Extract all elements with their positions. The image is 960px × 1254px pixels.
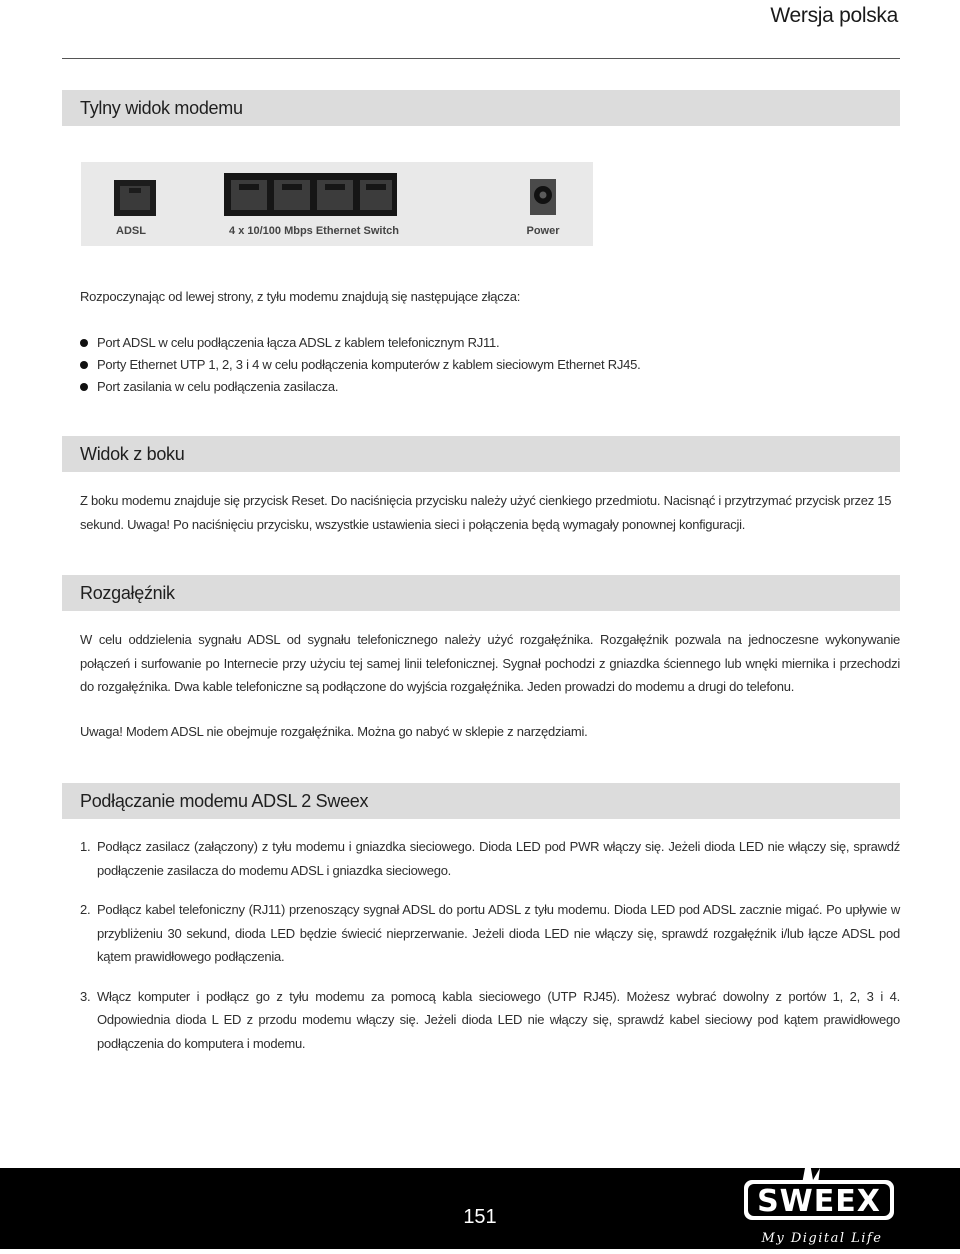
step-number: 1. xyxy=(80,839,91,854)
list-item xyxy=(80,835,900,882)
page-number: 151 xyxy=(463,1206,497,1228)
connection-steps xyxy=(80,835,900,1071)
power-port-icon xyxy=(530,179,556,215)
header-title: Wersja polska xyxy=(770,4,898,27)
splitter-text: W celu oddzielenia sygnału ADSL od sygnału telefonicznego należy użyć rozgałęźnika. Rozgałęźnik pozwala na jednoczesne wykonywanie połączeń i surfowanie po Internecie przy użyciu tej samej linii telefonicznej. Sygnał pochodzi z gniazdka ściennego lub wnęki miernika i przechodzi do rozgałęźnika. Dwa kable telefoniczne są podłączone do wyjścia rozgałęźnika. Jeden prowadzi do modemu a drugi do telefonu. xyxy=(80,632,900,694)
rear-intro-text: Rozpoczynając od lewej strony, z tyłu modemu znajdują się następujące złącza: xyxy=(80,289,521,304)
modem-rear-image xyxy=(81,162,593,246)
step-text: Włącz komputer i podłącz go z tyłu modemu za pomocą kabla sieciowego (UTP RJ45). Możesz wybrać dowolny z portów 1, 2, 3 i 4. Odpowiednia dioda L ED z przodu modemu włączy się. Jeżeli dioda LED nie włączy się, sprawdź kabel sieciowy pod kątem prawidłowego podłączenia do komputera i modemu. xyxy=(97,988,900,1051)
section-heading-connecting xyxy=(62,783,900,819)
step-text: Podłącz zasilacz (załączony) z tyłu modemu i gniazdka sieciowego. Dioda LED pod PWR włączy się. Jeżeli dioda LED nie włączy się, sprawdź podłączenie zasilacza do modemu ADSL i gniazdka sieciowego. xyxy=(97,839,900,878)
step-number: 3. xyxy=(80,988,91,1004)
section-title: Podłączanie modemu ADSL 2 Sweex xyxy=(80,790,369,811)
connector-list xyxy=(80,332,640,398)
side-view-text: Z boku modemu znajduje się przycisk Reset. Do naciśnięcia przycisku należy użyć cienkiego przedmiotu. Nacisnąć i przytrzymać przycisk przez 15 sekund. Uwaga! Po naciśnięciu przycisku, wszystkie ustawienia sieci i połączenia będą wymagały ponownej konfiguracji. xyxy=(80,493,892,532)
logo-tagline: My Digital Life xyxy=(761,1231,883,1246)
logo-wordmark: SWEEX xyxy=(757,1184,881,1219)
adsl-port-icon xyxy=(114,180,156,216)
list-item: Port zasilania w celu podłączenia zasilacza. xyxy=(80,376,640,398)
sweex-logo xyxy=(740,1150,900,1249)
step-text: Podłącz kabel telefoniczny (RJ11) przenoszący sygnał ADSL do portu ADSL z tyłu modemu. Dioda LED pod ADSL zacznie migać. Po upływie w przybliżeniu 30 sekund, dioda LED będzie świecić nieprzerwanie. Jeżeli dioda LED nie włączy się, sprawdź rozgałęźnik i/lub łącze ADSL pod kątem prawidłowego podłączenia. xyxy=(97,902,900,964)
step-number: 2. xyxy=(80,902,91,917)
adsl-label: ADSL xyxy=(116,225,146,237)
section-title: Rozgałęźnik xyxy=(80,582,175,603)
list-item xyxy=(80,898,900,969)
list-item xyxy=(80,985,900,1056)
section-title: Widok z boku xyxy=(80,443,185,464)
ethernet-ports-icon xyxy=(224,173,397,216)
section-title: Tylny widok modemu xyxy=(80,97,243,118)
splitter-note: Uwaga! Modem ADSL nie obejmuje rozgałęźnika. Można go nabyć w sklepie z narzędziami. xyxy=(80,724,588,739)
header-rule xyxy=(62,58,900,59)
section-heading-splitter xyxy=(62,575,900,611)
section-heading-rear-view xyxy=(62,90,900,126)
section-heading-side-view xyxy=(62,436,900,472)
list-item: Porty Ethernet UTP 1, 2, 3 i 4 w celu podłączenia komputerów z kablem sieciowym Ethernet RJ45. xyxy=(80,354,640,376)
power-label: Power xyxy=(526,225,560,237)
ethernet-switch-label: 4 x 10/100 Mbps Ethernet Switch xyxy=(229,225,399,237)
list-item: Port ADSL w celu podłączenia łącza ADSL z kablem telefonicznym RJ11. xyxy=(80,332,640,354)
